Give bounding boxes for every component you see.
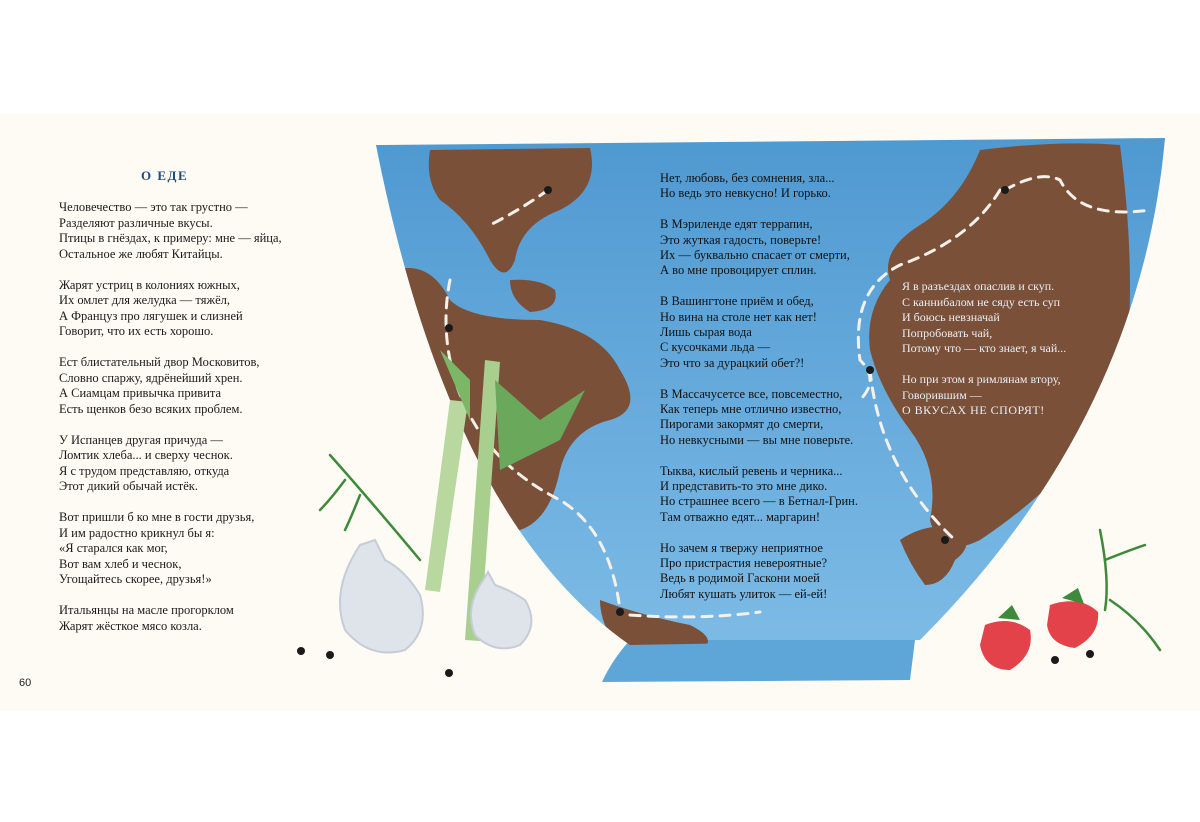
poem-line: Но ведь это невкусно! И горько. [660, 186, 831, 201]
herb-icon [1100, 530, 1160, 650]
poem-line: О ВКУСАХ НЕ СПОРЯТ! [902, 403, 1045, 417]
peppercorn-icon [326, 651, 334, 659]
poem-line: Есть щенков безо всяких проблем. [59, 401, 243, 416]
poem-line: Вот пришли б ко мне в гости друзья, [59, 510, 255, 524]
peppercorn-icon [941, 536, 949, 544]
poem-line: Жарят жёсткое мясо козла. [59, 618, 202, 633]
poem-line: Попробовать чай, [902, 325, 993, 340]
poem-right-column [902, 279, 1122, 434]
stanza [59, 433, 339, 495]
poem-line: И боюсь невзначай [902, 310, 1000, 324]
poem-line: И им радостно крикнул бы я: [59, 525, 215, 540]
stanza [59, 355, 339, 417]
poem-line: С каннибалом не сяду есть суп [902, 294, 1061, 309]
poem-line: Говорит, что их есть хорошо. [59, 324, 214, 338]
poem-line: «Я старался как мог, [59, 541, 168, 555]
poem-line: Ведь в родимой Гаскони моей [660, 571, 820, 586]
poem-line: Итальянцы на масле прогорклом [59, 603, 234, 617]
peppercorn-icon [544, 186, 552, 194]
stanza [902, 279, 1122, 357]
page-number: 60 [19, 677, 32, 689]
stanza [660, 294, 910, 371]
stanza [59, 278, 339, 340]
poem-line: Но при этом я римлянам втору, [902, 372, 1061, 386]
poem-line: Любят кушать улиток — ей-ей! [660, 586, 828, 601]
poem-line: Там отважно едят... маргарин! [660, 509, 821, 524]
poem-middle-column [660, 171, 910, 618]
poem-line: Говорившим — [902, 387, 982, 402]
poem-line: Остальное же любят Китайцы. [59, 246, 223, 261]
poem-line: Угощайтесь скорее, друзья!» [59, 572, 212, 586]
poem-line: Ест блистательный двор Московитов, [59, 355, 260, 369]
poem-line: Этот дикий обычай истёк. [59, 479, 198, 493]
peppercorn-icon [1086, 650, 1094, 658]
page-title: О ЕДЕ [141, 168, 189, 183]
stanza [59, 510, 339, 588]
poem-line: Но зачем я твержу неприятное [660, 540, 823, 555]
poem-line: Я в разъездах опаслив и скуп. [902, 279, 1055, 293]
peppercorn-icon [445, 669, 453, 677]
peppercorn-icon [1001, 186, 1009, 194]
peppercorn-icon [1051, 656, 1059, 664]
stanza [660, 464, 910, 526]
poem-line: И представить-то это мне дико. [660, 479, 828, 494]
poem-line: У Испанцев другая причуда — [59, 432, 223, 447]
stanza [660, 217, 910, 279]
poem-line: Ломтик хлеба... и сверху чеснок. [59, 448, 233, 462]
stanza [660, 541, 910, 603]
stanza [660, 387, 910, 449]
poem-line: Человечество — это так грустно — [59, 200, 248, 214]
stanza [902, 372, 1122, 419]
stanza [660, 171, 910, 202]
poem-line: Нет, любовь, без сомнения, зла... [660, 171, 835, 185]
poem-line: Вот вам хлеб и чеснок, [59, 556, 182, 571]
poem-line: Птицы в гнёздах, к примеру: мне — яйца, [59, 231, 282, 245]
stanza [59, 200, 339, 262]
poem-line: Это жуткая гадость, поверьте! [660, 232, 822, 247]
poem-left-column [59, 200, 339, 650]
poem-line: А Сиамцам привычка привита [59, 386, 222, 400]
poem-line: Жарят устриц в колониях южных, [59, 277, 240, 292]
poem-line: В Вашингтоне приём и обед, [660, 294, 814, 309]
poem-line: Тыква, кислый ревень и черника... [660, 463, 843, 478]
peppercorn-icon [445, 324, 453, 332]
poem-line: Это что за дурацкий обет?! [660, 355, 805, 370]
poem-line: Их омлет для желудка — тяжёл, [59, 293, 231, 307]
poem-line: А во мне провоцирует сплин. [660, 263, 817, 278]
poem-line: Потому что — кто знает, я чай... [902, 341, 1067, 355]
poem-line: Но вина на столе нет как нет! [660, 309, 817, 324]
peppercorn-icon [616, 608, 624, 616]
poem-line: Но страшнее всего — в Бетнал-Грин. [660, 494, 858, 509]
poem-line: А Француз про лягушек и слизней [59, 308, 243, 323]
poem-line: Лишь сырая вода [660, 325, 752, 340]
poem-line: Пирогами закормят до смерти, [660, 417, 824, 432]
poem-line: Но невкусными — вы мне поверьте. [660, 432, 854, 447]
poem-line: Словно спаржу, ядрёнейший хрен. [59, 370, 243, 385]
poem-line: Разделяют различные вкусы. [59, 215, 213, 230]
poem-line: Их — буквально спасает от смерти, [660, 248, 850, 263]
strawberry-icon [980, 588, 1098, 670]
poem-line: Как теперь мне отлично известно, [660, 402, 842, 417]
poem-line: С кусочками льда — [660, 340, 770, 355]
poem-line: В Массачусетсе все, повсеместно, [660, 386, 843, 401]
poem-line: Про пристрастия невероятные? [660, 556, 828, 571]
stanza [59, 603, 339, 634]
poem-line: В Мэриленде едят террапин, [660, 217, 813, 232]
bowl-foot [602, 640, 915, 682]
poem-line: Я с трудом представляю, откуда [59, 463, 230, 478]
